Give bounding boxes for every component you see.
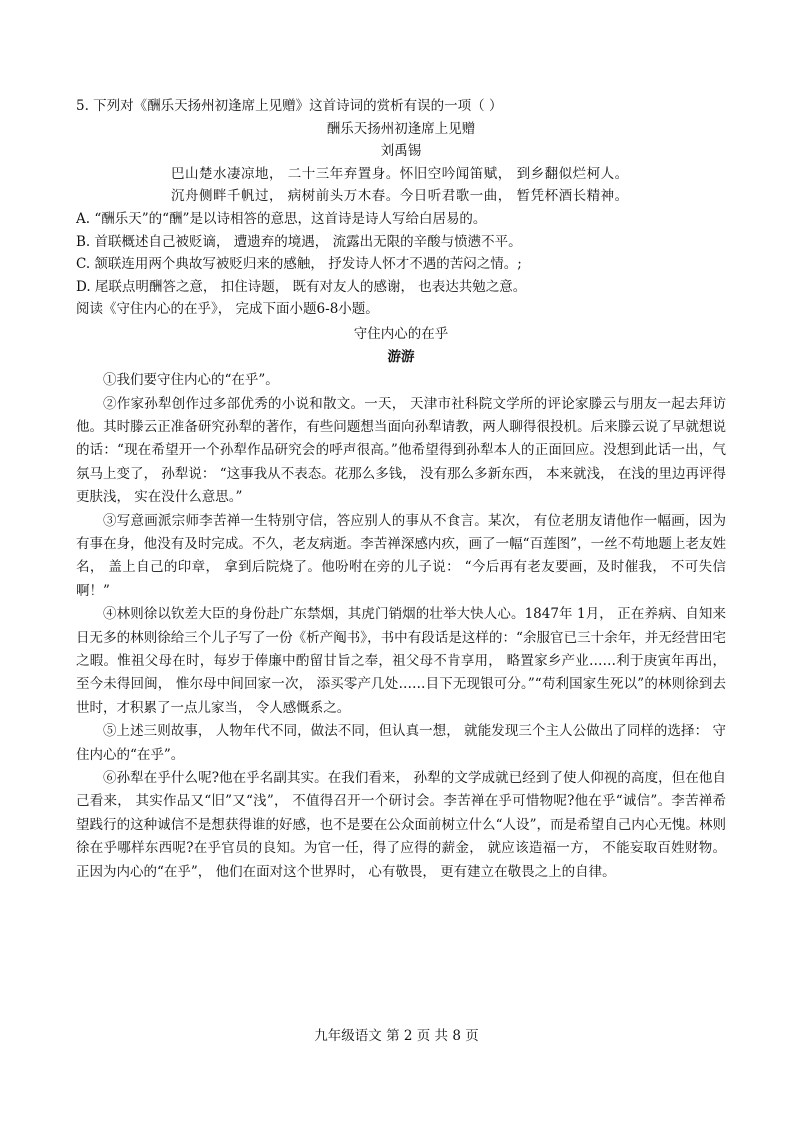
poem-line: 巴山楚水凄凉地， 二十三年弃置身。怀旧空吟闻笛赋， 到乡翻似烂柯人。 (171, 165, 629, 182)
paragraph-4: ④林则徐以钦差大臣的身份赴广东禁烟，其虎门销烟的壮举大快人心。1847年 1月， 正在养病、自知来日无多的林则徐给三个儿子写了一份《析产阄书》，书中有段话是这样的：“余服官已三十余年，并无经营田宅之暇。惟祖父母在时，每岁于俸廉中酌留甘旨之奉，祖父母不肯享用， 略置家乡产业……利于庚寅年再出， 至今未得回闽， 惟尔母中间回家一次， 添买零产几处……目下无现银可分。”“苟利国家生死以”的林则徐到去世时，才积累了一点儿家当， 令人感慨系之。 (76, 606, 726, 716)
page-content (76, 95, 726, 884)
poem-author: 刘禹锡 (380, 143, 422, 160)
article-title: 守住内心的在乎 (353, 325, 449, 342)
option-a: A. “酬乐天”的“酬”是以诗相答的意思，这首诗是诗人写给白居易的。 (76, 210, 487, 227)
paragraph-1: ①我们要守住内心的“在乎”。 (103, 372, 279, 389)
option-d: D. 尾联点明酬答之意， 扣住诗题， 既有对友人的感谢， 也表达共勉之意。 (76, 278, 527, 295)
paragraph-5: ⑤上述三则故事， 人物年代不同，做法不同，但认真一想， 就能发现三个主人公做出了同样的选择： 守住内心的“在乎”。 (76, 723, 726, 763)
option-c: C. 颔联连用两个典故写被贬归来的感触， 抒发诗人怀才不遇的苦闷之情。; (76, 256, 522, 273)
article-author: 游游 (387, 348, 415, 365)
paragraph-2: ②作家孙犁创作过多部优秀的小说和散文。一天， 天津市社科院文学所的评论家滕云与朋友一起去拜访他。其时滕云正准备研究孙犁的著作，有些问题想当面向孙犁请教，两人聊得很投机。后来滕云说了早就想说的话：“现在希望开一个孙犁作品研究会的呼声很高。”他希望得到孙犁本人的正面回应。没想到此话一出，气氛马上变了， 孙犁说： “这事我从不表态。花那么多钱， 没有那么多新东西， 本来就浅， 在浅的里边再评得更肤浅， 实在没什么意思。” (76, 395, 726, 506)
option-b: B. 首联概述自己被贬谪， 遭遗弃的境遇， 流露出无限的辛酸与愤懑不平。 (76, 233, 522, 250)
paragraph-6: ⑥孙犁在乎什么呢?他在乎名副其实。在我们看来， 孙犁的文学成就已经到了使人仰视的高度，但在他自己看来， 其实作品又“旧”又“浅”， 不值得召开一个研讨会。李苦禅在乎可惜物呢?他在乎“诚信”。李苦禅希望践行的这种诚信不是想获得谁的好感，也不是要在公众面前树立什么“人设”，而是希望自己内心无愧。林则徐在乎哪样东西呢?在乎官员的良知。为官一任，得了应得的薪金， 就应该造福一方， 不能妄取百姓财物。正因为内心的“在乎”， 他们在面对这个世界时， 心有敬畏， 更有建立在敬畏之上的自律。 (76, 770, 726, 880)
reading-intro: 阅读《守住内心的在乎》， 完成下面小题6-8小题。 (76, 301, 379, 318)
poem-title: 酬乐天扬州初逢席上见赠 (326, 120, 476, 137)
question-5-stem: 5. 下列对《酬乐天扬州初逢席上见赠》这首诗词的赏析有误的一项（ ） (76, 98, 503, 114)
paragraph-3: ③写意画派宗师李苦禅一生特别守信，答应别人的事从不食言。某次， 有位老朋友请他作一幅画，因为有事在身，他没有及时完成。不久，老友病逝。李苦禅深感内疚，画了一幅“百莲图”，一丝不苟地题上老友姓名， 盖上自己的印章， 拿到后院烧了。他吩咐在旁的儿子说： “今后再有老友要画，及时催我， 不可失信啊！” (76, 512, 726, 599)
page-footer: 九年级语文 第 2 页 共 8 页 (314, 1028, 479, 1044)
poem-line: 沉舟侧畔千帆过， 病树前头万木春。今日听君歌一曲， 暂凭杯酒长精神。 (171, 188, 629, 205)
